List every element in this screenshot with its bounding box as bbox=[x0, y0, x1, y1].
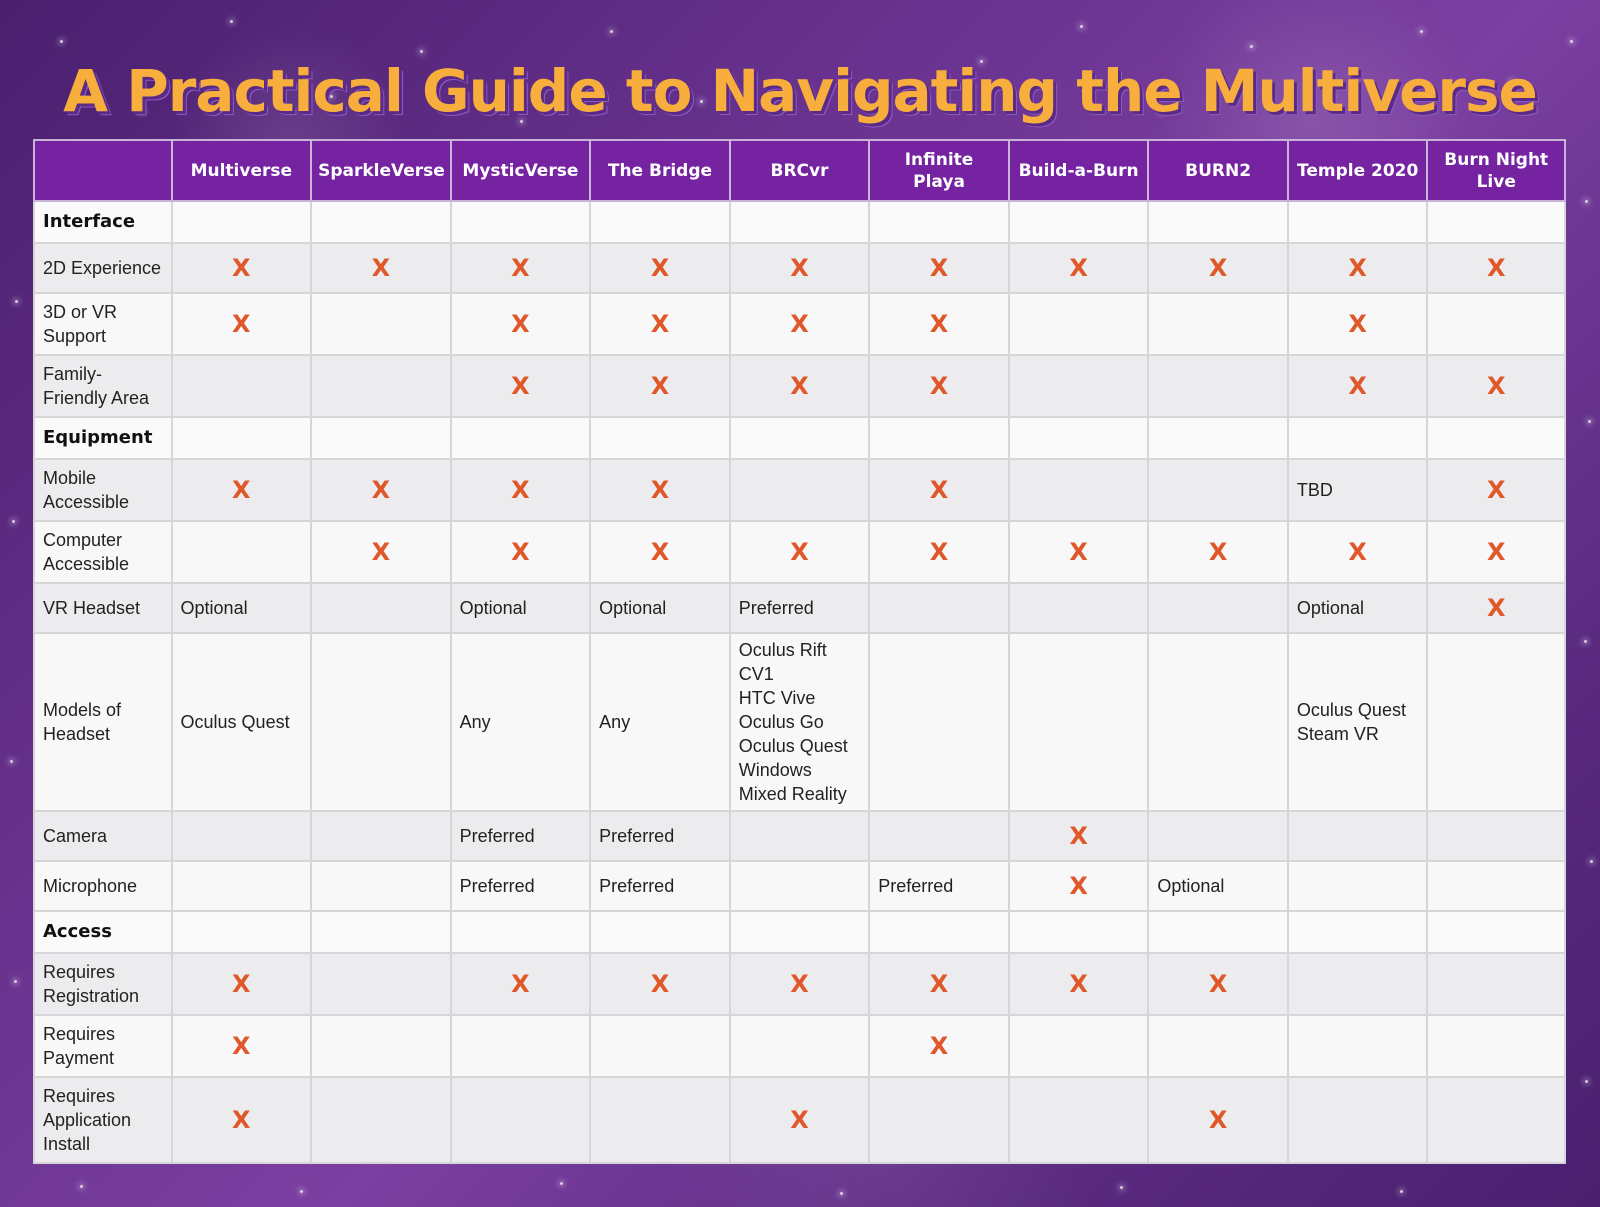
checkmark-x: X bbox=[869, 459, 1009, 521]
checkmark-x: X bbox=[730, 953, 870, 1015]
table-row bbox=[34, 459, 1565, 521]
empty-cell bbox=[311, 355, 451, 417]
checkmark-x: X bbox=[1427, 459, 1565, 521]
empty-cell bbox=[869, 811, 1009, 861]
empty-cell bbox=[590, 911, 730, 953]
empty-cell bbox=[869, 1077, 1009, 1163]
empty-cell bbox=[1148, 1015, 1288, 1077]
column-header: Build-a-Burn bbox=[1009, 140, 1149, 201]
checkmark-x: X bbox=[1288, 293, 1428, 355]
page-title: A Practical Guide to Navigating the Multiverse bbox=[63, 56, 1537, 125]
checkmark-x: X bbox=[869, 243, 1009, 293]
checkmark-x: X bbox=[1009, 953, 1149, 1015]
empty-cell bbox=[730, 459, 870, 521]
section-label: Access bbox=[34, 911, 172, 953]
empty-cell bbox=[451, 1015, 591, 1077]
empty-cell bbox=[1427, 1015, 1565, 1077]
empty-cell bbox=[1009, 911, 1149, 953]
table-row bbox=[34, 1015, 1565, 1077]
empty-cell bbox=[1288, 417, 1428, 459]
sparkle-decoration bbox=[560, 1182, 563, 1185]
checkmark-x: X bbox=[590, 459, 730, 521]
empty-cell bbox=[1009, 583, 1149, 633]
checkmark-x: X bbox=[172, 293, 312, 355]
row-label: Requires Application Install bbox=[34, 1077, 172, 1163]
table-row bbox=[34, 953, 1565, 1015]
row-label: Models of Headset bbox=[34, 633, 172, 811]
sparkle-decoration bbox=[1570, 40, 1573, 43]
empty-cell bbox=[869, 417, 1009, 459]
sparkle-decoration bbox=[420, 50, 423, 53]
empty-cell bbox=[869, 633, 1009, 811]
empty-cell bbox=[1288, 1015, 1428, 1077]
row-label: Mobile Accessible bbox=[34, 459, 172, 521]
empty-cell bbox=[1148, 633, 1288, 811]
empty-cell bbox=[730, 417, 870, 459]
table-header-row bbox=[34, 140, 1565, 201]
value-cell: Optional bbox=[1148, 861, 1288, 911]
empty-cell bbox=[311, 811, 451, 861]
row-label: VR Headset bbox=[34, 583, 172, 633]
empty-cell bbox=[311, 861, 451, 911]
checkmark-x: X bbox=[451, 953, 591, 1015]
empty-cell bbox=[730, 811, 870, 861]
table-row bbox=[34, 243, 1565, 293]
empty-cell bbox=[1148, 417, 1288, 459]
checkmark-x: X bbox=[869, 953, 1009, 1015]
empty-cell bbox=[1009, 355, 1149, 417]
column-header: BRCvr bbox=[730, 140, 870, 201]
checkmark-x: X bbox=[1148, 1077, 1288, 1163]
empty-cell bbox=[1427, 417, 1565, 459]
empty-cell bbox=[172, 911, 312, 953]
checkmark-x: X bbox=[590, 293, 730, 355]
sparkle-decoration bbox=[1420, 30, 1423, 33]
checkmark-x: X bbox=[172, 1077, 312, 1163]
empty-cell bbox=[451, 417, 591, 459]
sparkle-decoration bbox=[60, 40, 63, 43]
checkmark-x: X bbox=[1148, 521, 1288, 583]
table-row bbox=[34, 583, 1565, 633]
empty-cell bbox=[311, 583, 451, 633]
checkmark-x: X bbox=[730, 293, 870, 355]
value-cell: Preferred bbox=[869, 861, 1009, 911]
value-cell: Preferred bbox=[451, 811, 591, 861]
checkmark-x: X bbox=[1427, 355, 1565, 417]
sparkle-decoration bbox=[610, 30, 613, 33]
empty-cell bbox=[1427, 911, 1565, 953]
checkmark-x: X bbox=[1288, 355, 1428, 417]
empty-cell bbox=[1009, 1077, 1149, 1163]
empty-cell bbox=[590, 1077, 730, 1163]
value-cell: Oculus Rift CV1 HTC Vive Oculus Go Oculus Quest Windows Mixed Reality bbox=[730, 633, 870, 811]
value-cell: Oculus Quest bbox=[172, 633, 312, 811]
table-row bbox=[34, 811, 1565, 861]
empty-cell bbox=[730, 201, 870, 243]
sparkle-decoration bbox=[1590, 860, 1593, 863]
empty-cell bbox=[1148, 201, 1288, 243]
sparkle-decoration bbox=[1584, 640, 1587, 643]
sparkle-decoration bbox=[1585, 200, 1588, 203]
sparkle-decoration bbox=[15, 300, 18, 303]
empty-cell bbox=[1427, 201, 1565, 243]
row-label: Camera bbox=[34, 811, 172, 861]
empty-cell bbox=[311, 417, 451, 459]
column-header: MysticVerse bbox=[451, 140, 591, 201]
empty-cell bbox=[869, 911, 1009, 953]
column-header: SparkleVerse bbox=[311, 140, 451, 201]
empty-cell bbox=[1288, 861, 1428, 911]
sparkle-decoration bbox=[1120, 1186, 1123, 1189]
checkmark-x: X bbox=[172, 459, 312, 521]
row-label: 3D or VR Support bbox=[34, 293, 172, 355]
empty-cell bbox=[869, 583, 1009, 633]
sparkle-decoration bbox=[1588, 420, 1591, 423]
value-cell: Optional bbox=[451, 583, 591, 633]
empty-cell bbox=[730, 911, 870, 953]
row-label: Family-Friendly Area bbox=[34, 355, 172, 417]
checkmark-x: X bbox=[730, 1077, 870, 1163]
empty-cell bbox=[172, 355, 312, 417]
value-cell: Oculus Quest Steam VR bbox=[1288, 633, 1428, 811]
sparkle-decoration bbox=[1080, 25, 1083, 28]
header-corner-cell bbox=[34, 140, 172, 201]
checkmark-x: X bbox=[1427, 243, 1565, 293]
value-cell: TBD bbox=[1288, 459, 1428, 521]
value-cell: Optional bbox=[590, 583, 730, 633]
checkmark-x: X bbox=[590, 355, 730, 417]
empty-cell bbox=[451, 1077, 591, 1163]
empty-cell bbox=[311, 1015, 451, 1077]
checkmark-x: X bbox=[1009, 811, 1149, 861]
checkmark-x: X bbox=[172, 243, 312, 293]
empty-cell bbox=[1009, 459, 1149, 521]
checkmark-x: X bbox=[730, 243, 870, 293]
checkmark-x: X bbox=[172, 1015, 312, 1077]
empty-cell bbox=[590, 1015, 730, 1077]
checkmark-x: X bbox=[1009, 521, 1149, 583]
checkmark-x: X bbox=[869, 355, 1009, 417]
table-row bbox=[34, 521, 1565, 583]
row-label: Requires Registration bbox=[34, 953, 172, 1015]
row-label: Computer Accessible bbox=[34, 521, 172, 583]
empty-cell bbox=[590, 417, 730, 459]
section-row bbox=[34, 417, 1565, 459]
value-cell: Any bbox=[451, 633, 591, 811]
empty-cell bbox=[1427, 633, 1565, 811]
table-row bbox=[34, 1077, 1565, 1163]
column-header: BURN2 bbox=[1148, 140, 1288, 201]
sparkle-decoration bbox=[12, 520, 15, 523]
checkmark-x: X bbox=[311, 521, 451, 583]
value-cell: Preferred bbox=[590, 861, 730, 911]
empty-cell bbox=[1288, 953, 1428, 1015]
empty-cell bbox=[311, 201, 451, 243]
empty-cell bbox=[1427, 293, 1565, 355]
comparison-table bbox=[33, 139, 1566, 1164]
checkmark-x: X bbox=[1427, 521, 1565, 583]
checkmark-x: X bbox=[590, 243, 730, 293]
checkmark-x: X bbox=[1009, 861, 1149, 911]
checkmark-x: X bbox=[311, 243, 451, 293]
empty-cell bbox=[1427, 1077, 1565, 1163]
empty-cell bbox=[869, 201, 1009, 243]
empty-cell bbox=[730, 861, 870, 911]
empty-cell bbox=[1148, 583, 1288, 633]
column-header: Temple 2020 bbox=[1288, 140, 1428, 201]
row-label: Requires Payment bbox=[34, 1015, 172, 1077]
value-cell: Preferred bbox=[590, 811, 730, 861]
value-cell: Optional bbox=[1288, 583, 1428, 633]
checkmark-x: X bbox=[1427, 583, 1565, 633]
checkmark-x: X bbox=[451, 243, 591, 293]
value-cell: Optional bbox=[172, 583, 312, 633]
checkmark-x: X bbox=[590, 521, 730, 583]
section-row bbox=[34, 201, 1565, 243]
sparkle-decoration bbox=[1400, 1190, 1403, 1193]
section-label: Interface bbox=[34, 201, 172, 243]
column-header: Burn Night Live bbox=[1427, 140, 1565, 201]
table-row bbox=[34, 355, 1565, 417]
checkmark-x: X bbox=[172, 953, 312, 1015]
table-row bbox=[34, 633, 1565, 811]
checkmark-x: X bbox=[1009, 243, 1149, 293]
empty-cell bbox=[172, 861, 312, 911]
sparkle-decoration bbox=[840, 1192, 843, 1195]
column-header: Infinite Playa bbox=[869, 140, 1009, 201]
checkmark-x: X bbox=[869, 521, 1009, 583]
value-cell: Preferred bbox=[730, 583, 870, 633]
empty-cell bbox=[1148, 355, 1288, 417]
section-label: Equipment bbox=[34, 417, 172, 459]
empty-cell bbox=[1288, 1077, 1428, 1163]
checkmark-x: X bbox=[311, 459, 451, 521]
table-row bbox=[34, 293, 1565, 355]
sparkle-decoration bbox=[1250, 45, 1253, 48]
empty-cell bbox=[1148, 811, 1288, 861]
empty-cell bbox=[1148, 911, 1288, 953]
value-cell: Preferred bbox=[451, 861, 591, 911]
empty-cell bbox=[1148, 293, 1288, 355]
empty-cell bbox=[1009, 633, 1149, 811]
empty-cell bbox=[451, 201, 591, 243]
sparkle-decoration bbox=[14, 980, 17, 983]
empty-cell bbox=[1009, 293, 1149, 355]
section-row bbox=[34, 911, 1565, 953]
empty-cell bbox=[1427, 811, 1565, 861]
sparkle-decoration bbox=[10, 760, 13, 763]
checkmark-x: X bbox=[451, 459, 591, 521]
empty-cell bbox=[1427, 953, 1565, 1015]
sparkle-decoration bbox=[80, 1185, 83, 1188]
column-header: The Bridge bbox=[590, 140, 730, 201]
empty-cell bbox=[1427, 861, 1565, 911]
row-label: 2D Experience bbox=[34, 243, 172, 293]
checkmark-x: X bbox=[730, 521, 870, 583]
checkmark-x: X bbox=[869, 293, 1009, 355]
checkmark-x: X bbox=[730, 355, 870, 417]
sparkle-decoration bbox=[230, 20, 233, 23]
checkmark-x: X bbox=[451, 521, 591, 583]
sparkle-decoration bbox=[1585, 1080, 1588, 1083]
table-row bbox=[34, 861, 1565, 911]
empty-cell bbox=[1009, 417, 1149, 459]
empty-cell bbox=[311, 293, 451, 355]
empty-cell bbox=[311, 911, 451, 953]
empty-cell bbox=[1288, 811, 1428, 861]
checkmark-x: X bbox=[1148, 243, 1288, 293]
empty-cell bbox=[172, 811, 312, 861]
empty-cell bbox=[1288, 201, 1428, 243]
checkmark-x: X bbox=[590, 953, 730, 1015]
row-label: Microphone bbox=[34, 861, 172, 911]
sparkle-decoration bbox=[300, 1190, 303, 1193]
empty-cell bbox=[1288, 911, 1428, 953]
empty-cell bbox=[172, 417, 312, 459]
empty-cell bbox=[1009, 1015, 1149, 1077]
empty-cell bbox=[1148, 459, 1288, 521]
checkmark-x: X bbox=[869, 1015, 1009, 1077]
empty-cell bbox=[311, 633, 451, 811]
empty-cell bbox=[451, 911, 591, 953]
empty-cell bbox=[172, 521, 312, 583]
empty-cell bbox=[311, 1077, 451, 1163]
empty-cell bbox=[172, 201, 312, 243]
checkmark-x: X bbox=[1148, 953, 1288, 1015]
column-header: Multiverse bbox=[172, 140, 312, 201]
checkmark-x: X bbox=[451, 293, 591, 355]
value-cell: Any bbox=[590, 633, 730, 811]
table-body bbox=[34, 201, 1565, 1163]
checkmark-x: X bbox=[1288, 243, 1428, 293]
empty-cell bbox=[590, 201, 730, 243]
empty-cell bbox=[1009, 201, 1149, 243]
checkmark-x: X bbox=[451, 355, 591, 417]
empty-cell bbox=[311, 953, 451, 1015]
checkmark-x: X bbox=[1288, 521, 1428, 583]
empty-cell bbox=[730, 1015, 870, 1077]
